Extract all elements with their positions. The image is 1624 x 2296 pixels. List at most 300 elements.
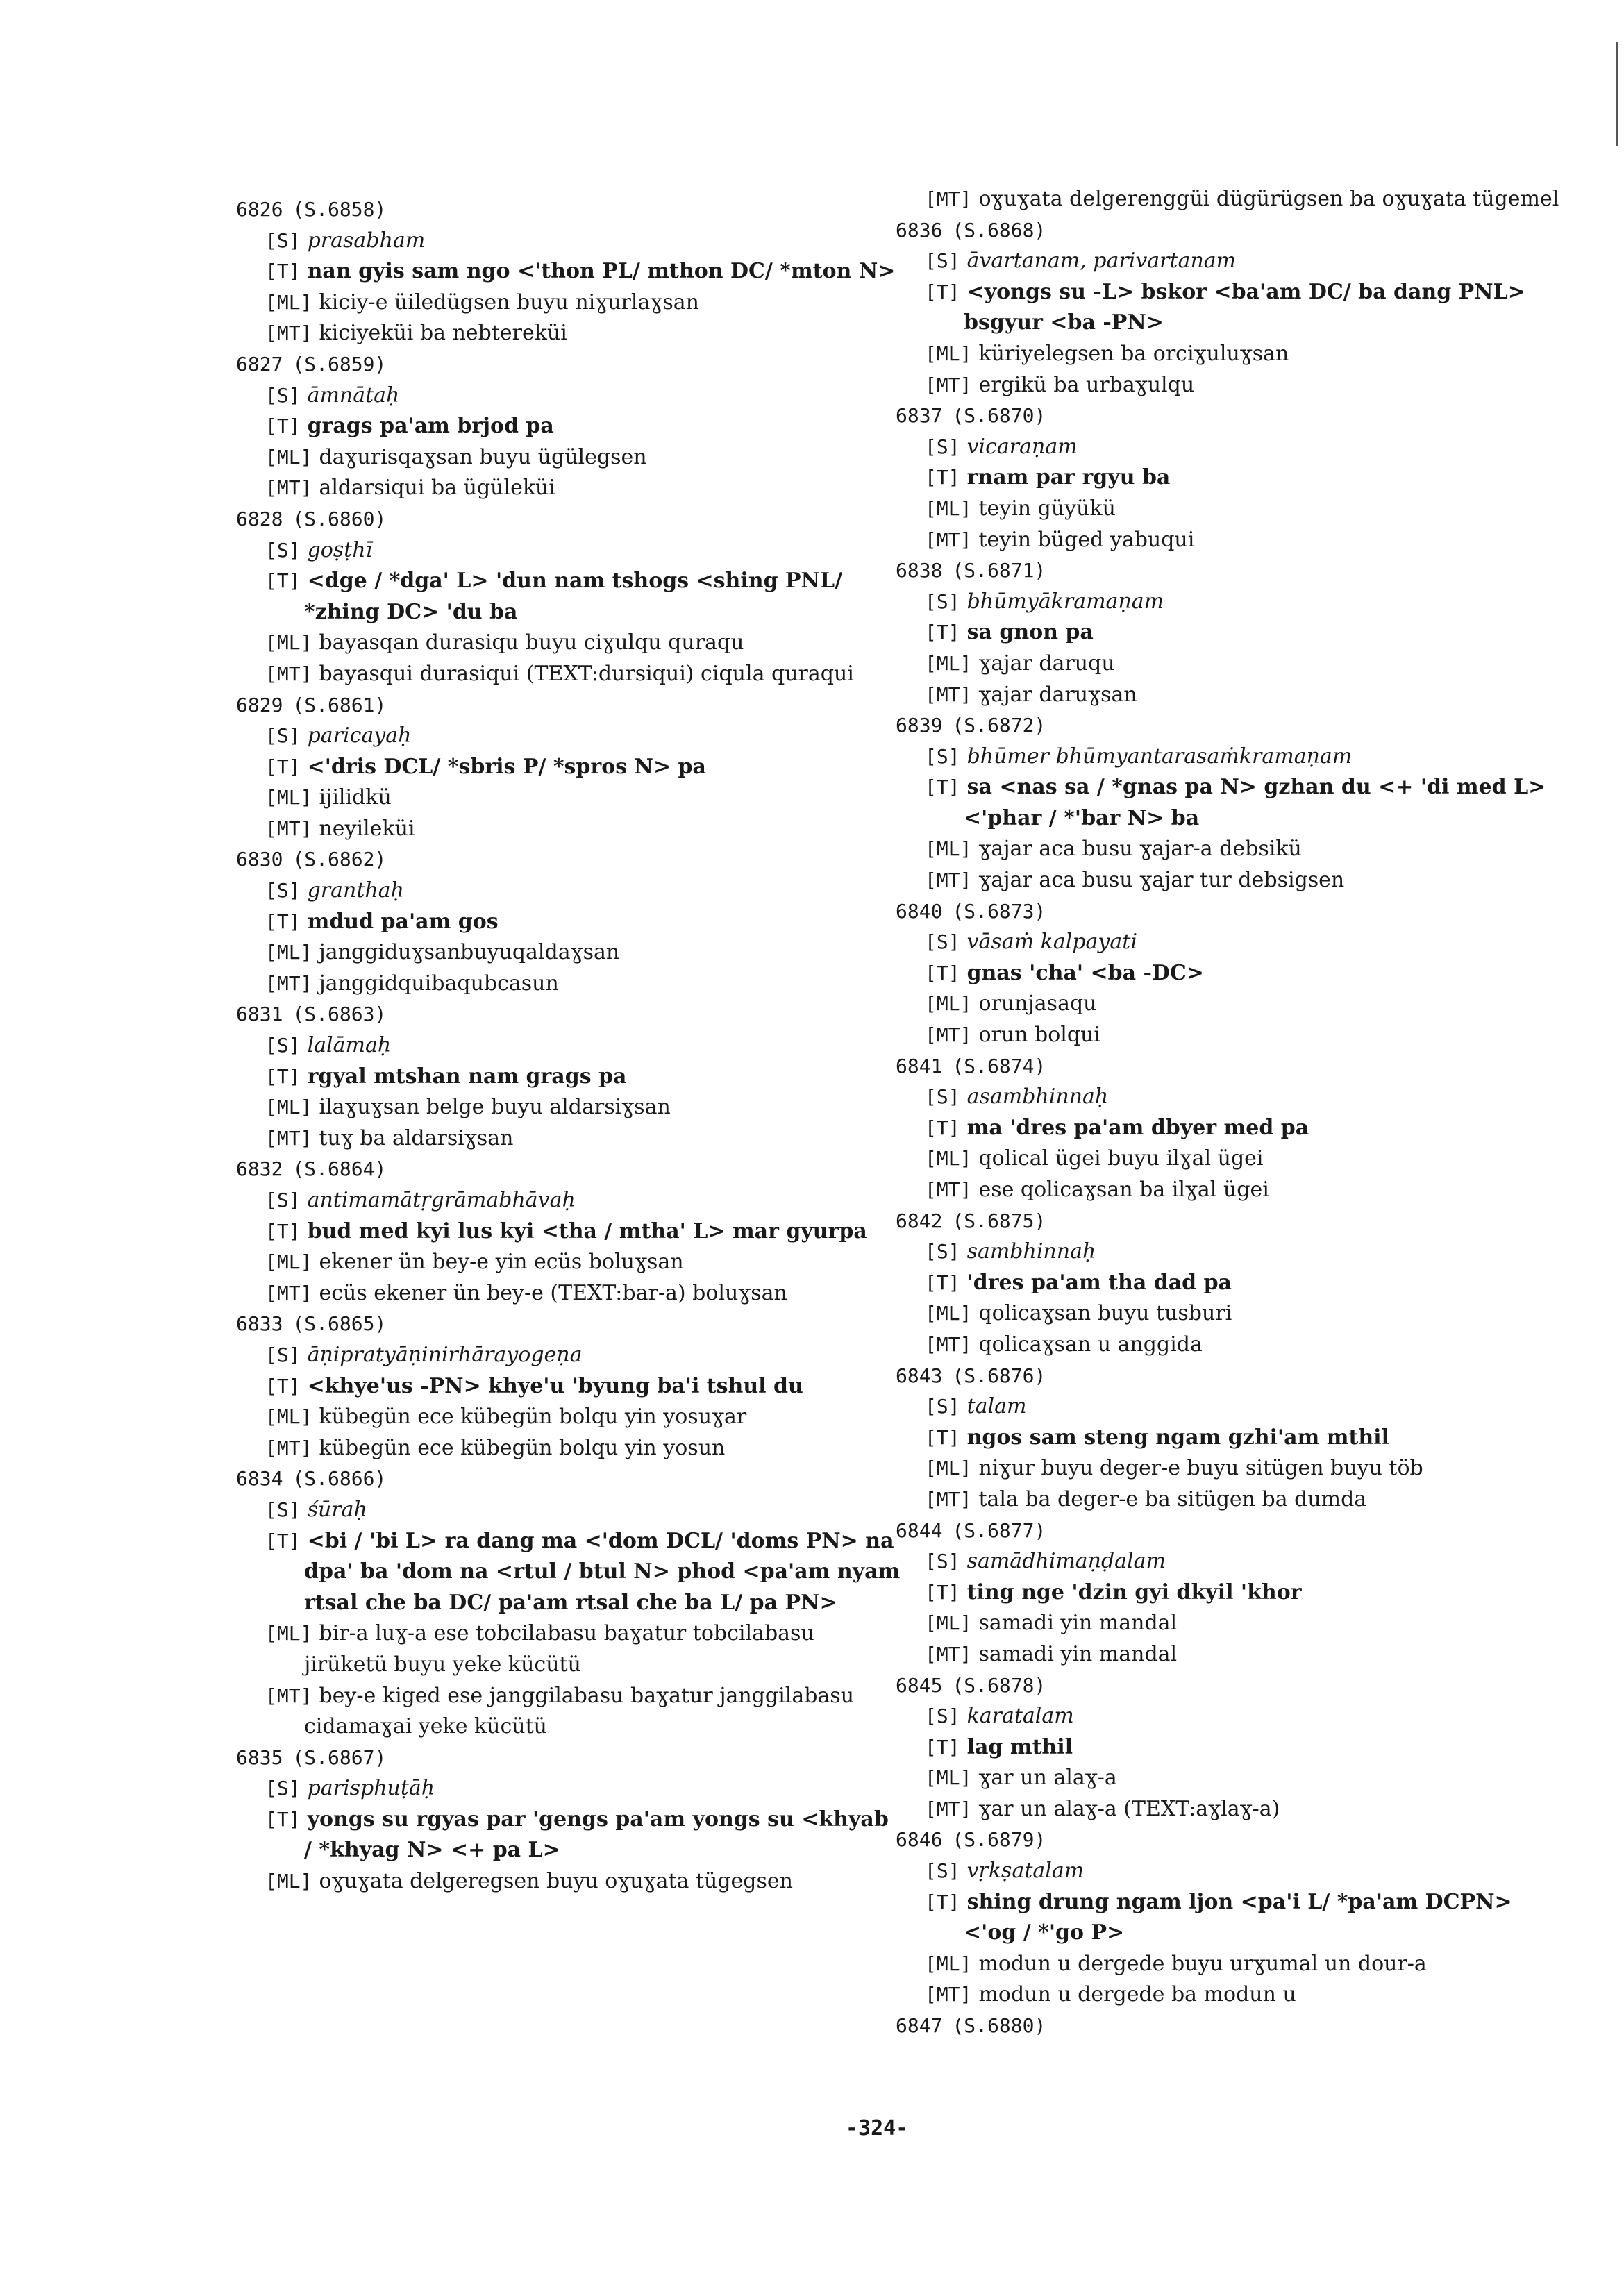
entry-line-s: [896, 741, 1562, 773]
entry-line-t: [236, 411, 903, 442]
entry-line-ml: [896, 648, 1562, 680]
line-tag: [MT]: [925, 373, 972, 396]
line-text: qolicaɣsan buyu tusburi: [978, 1301, 1232, 1326]
entry-reference: (S.6866): [292, 1467, 387, 1491]
line-text: teyin güyükü: [978, 496, 1116, 521]
line-text: teyin büged yabuqui: [978, 527, 1195, 552]
entry-id: 6842: [896, 1209, 943, 1232]
line-tag: [ML]: [925, 1147, 972, 1171]
entry-line-ml: [896, 1453, 1562, 1484]
entry-line-t: [896, 772, 1562, 834]
dictionary-entry: [236, 194, 903, 349]
scan-edge-mark: [1616, 42, 1618, 146]
line-text: oɣuɣata delgerenggüi dügürügsen ba oɣuɣata tügemel: [978, 187, 1559, 211]
entry-line-mt: [896, 865, 1562, 896]
line-tag: [S]: [925, 1550, 960, 1573]
entry-id: 6826: [236, 198, 283, 221]
entry-line-t: [236, 256, 903, 287]
line-tag: [ML]: [265, 1622, 312, 1645]
entry-line-t: [236, 1216, 903, 1248]
line-tag: [S]: [925, 744, 960, 768]
line-tag: [S]: [925, 1240, 960, 1264]
line-tag: [T]: [925, 1890, 960, 1913]
line-tag: [MT]: [925, 187, 972, 210]
entry-line-mt: [236, 1433, 903, 1464]
entry-line-t: [896, 617, 1562, 648]
entry-number-line: [236, 194, 903, 226]
entry-line-t: [236, 566, 903, 628]
line-text: orun bolqui: [978, 1023, 1100, 1048]
entry-line-t: [236, 1804, 903, 1866]
entry-line-t: [896, 1887, 1562, 1949]
entry-line-mt: [236, 318, 903, 349]
line-text: ekener ün bey-e yin ecüs boluɣsan: [319, 1250, 684, 1275]
entry-number-line: [896, 1206, 1562, 1237]
line-text: bayasqan durasiqu buyu ciɣulqu quraqu: [319, 630, 744, 655]
line-text: <'dris DCL/ *sbris P/ *spros N> pa: [307, 754, 706, 779]
entry-number-line: [896, 1051, 1562, 1082]
entry-line-t: [236, 752, 903, 783]
right-column: [896, 184, 1562, 2042]
line-text: ɣajar aca busu ɣajar-a debsikü: [978, 837, 1302, 862]
line-tag: [ML]: [925, 1766, 972, 1790]
entry-line-t: [236, 1371, 903, 1402]
line-text: prasabham: [307, 228, 426, 253]
line-text: antimamātṛgrāmabhāvaḥ: [307, 1188, 576, 1212]
line-tag: [T]: [265, 414, 301, 438]
line-tag: [ML]: [265, 631, 312, 655]
line-text: ɣajar daruqu: [978, 651, 1115, 676]
entry-line-ml: [236, 287, 903, 319]
line-text: lalāmaḥ: [307, 1033, 392, 1058]
line-text: karatalam: [966, 1704, 1074, 1729]
line-text: yongs su rgyas par 'gengs pa'am yongs su <khyab / *khyag N> <+ pa L>: [304, 1807, 889, 1863]
line-text: <dge / *dga' L> 'dun nam tshogs <shing PNL/ *zhing DC> 'du ba: [304, 569, 843, 624]
line-tag: [MT]: [265, 971, 312, 995]
entry-number-line: [236, 1309, 903, 1340]
entry-line-s: [236, 226, 903, 257]
entry-line-s: [236, 1030, 903, 1062]
entry-number-line: [896, 2011, 1562, 2042]
line-tag: [MT]: [265, 1126, 312, 1150]
line-text: grags pa'am brjod pa: [307, 414, 554, 439]
line-tag: [MT]: [925, 528, 972, 551]
entry-id: 6829: [236, 693, 283, 717]
line-text: bhūmyākramaṇam: [966, 589, 1164, 614]
entry-id: 6834: [236, 1467, 283, 1491]
line-tag: [MT]: [265, 1684, 312, 1707]
entry-number-line: [236, 844, 903, 875]
line-tag: [ML]: [265, 786, 312, 810]
line-tag: [ML]: [265, 941, 312, 964]
line-tag: [ML]: [925, 342, 972, 365]
entry-line-s: [896, 1701, 1562, 1732]
line-tag: [T]: [925, 1580, 960, 1604]
line-tag: [S]: [925, 435, 960, 458]
dictionary-entry: [896, 1670, 1562, 1825]
dictionary-entry: [896, 2011, 1562, 2042]
entry-line-ml: [896, 1298, 1562, 1330]
entry-id: 6827: [236, 352, 283, 376]
line-text: mdud pa'am gos: [307, 909, 499, 934]
line-text: ergikü ba urbaɣulqu: [978, 372, 1195, 397]
line-tag: [T]: [925, 1116, 960, 1139]
line-text: tuɣ ba aldarsiɣsan: [319, 1125, 514, 1150]
line-tag: [T]: [925, 1425, 960, 1449]
left-column: [236, 194, 903, 1897]
line-tag: [ML]: [925, 1952, 972, 1975]
entry-reference: (S.6860): [292, 507, 387, 530]
line-text: aldarsiqui ba ügüleküi: [319, 476, 555, 501]
line-text: bir-a luɣ-a ese tobcilabasu baɣatur tobcilabasu jirüketü buyu yeke kücütü: [304, 1621, 814, 1677]
line-tag: [S]: [925, 1859, 960, 1883]
entry-id: 6846: [896, 1828, 943, 1852]
entry-number-line: [236, 504, 903, 535]
entry-number-line: [896, 710, 1562, 741]
line-text: orunjasaqu: [978, 991, 1097, 1016]
entry-line-t: [236, 907, 903, 938]
dictionary-entry: [896, 555, 1562, 710]
entry-line-s: [236, 380, 903, 412]
dictionary-entry: [896, 401, 1562, 555]
dictionary-entry: [896, 1206, 1562, 1361]
entry-id: 6845: [896, 1673, 943, 1697]
entry-line-ml: [236, 1092, 903, 1123]
entry-id: 6837: [896, 404, 943, 428]
entry-line-ml: [236, 628, 903, 659]
entry-number-line: [896, 1670, 1562, 1702]
entry-line-ml: [896, 1949, 1562, 1980]
entry-line-s: [236, 875, 903, 907]
entry-id: 6832: [236, 1157, 283, 1181]
entry-id: 6828: [236, 507, 283, 530]
entry-line-ml: [896, 494, 1562, 525]
line-tag: [ML]: [925, 496, 972, 520]
line-tag: [MT]: [925, 682, 972, 706]
line-text: tala ba deger-e ba sitügen ba dumda: [978, 1486, 1367, 1511]
entry-reference: (S.6862): [292, 848, 387, 871]
line-tag: [ML]: [925, 1457, 972, 1480]
entry-reference: (S.6865): [292, 1312, 387, 1336]
entry-reference: (S.6876): [952, 1364, 1046, 1387]
entry-line-s: [896, 1391, 1562, 1423]
dictionary-entry: [236, 1743, 903, 1897]
entry-id: 6839: [896, 714, 943, 737]
line-text: samadi yin mandal: [978, 1641, 1178, 1666]
entry-reference: (S.6880): [952, 2014, 1046, 2038]
entry-line-s: [236, 1185, 903, 1216]
line-text: ijilidkü: [319, 785, 392, 810]
entry-line-mt: [896, 1484, 1562, 1516]
entry-number-line: [236, 690, 903, 721]
entry-line-mt: [896, 1330, 1562, 1361]
entry-line-mt: [896, 1639, 1562, 1670]
entry-line-mt: [236, 473, 903, 504]
entry-line-mt: [896, 1794, 1562, 1825]
entry-line-s: [896, 1546, 1562, 1577]
dictionary-entry: [236, 690, 903, 845]
dictionary-entry: [236, 999, 903, 1154]
line-text: ngos sam steng ngam gzhi'am mthil: [966, 1425, 1389, 1450]
line-tag: [T]: [925, 1271, 960, 1294]
entry-line-s: [896, 587, 1562, 618]
entry-line-ml: [896, 834, 1562, 865]
entry-reference: (S.6858): [292, 198, 387, 221]
entry-reference: (S.6878): [952, 1673, 1046, 1697]
line-tag: [MT]: [265, 321, 312, 345]
line-tag: [T]: [925, 776, 960, 799]
entry-line-ml: [896, 1143, 1562, 1175]
line-text: granthaḥ: [307, 878, 404, 903]
line-tag: [S]: [925, 930, 960, 954]
entry-line-ml: [896, 1608, 1562, 1639]
line-tag: [T]: [265, 569, 301, 593]
entry-id: 6836: [896, 218, 943, 242]
dictionary-entry: [896, 184, 1562, 215]
line-tag: [T]: [265, 260, 301, 283]
entry-id: 6840: [896, 899, 943, 923]
entry-line-ml: [236, 782, 903, 814]
entry-reference: (S.6871): [952, 559, 1046, 583]
entry-reference: (S.6877): [952, 1518, 1046, 1542]
line-text: śūraḥ: [307, 1497, 367, 1522]
line-tag: [T]: [925, 1735, 960, 1759]
entry-id: 6843: [896, 1364, 943, 1387]
entry-id: 6844: [896, 1518, 943, 1542]
line-text: modun u dergede buyu urɣumal un dour-a: [978, 1951, 1427, 1976]
line-text: shing drung ngam ljon <pa'i L/ *pa'am DCPN> <'og / *'go P>: [964, 1889, 1512, 1945]
line-tag: [S]: [925, 1085, 960, 1109]
entry-line-s: [236, 721, 903, 752]
entry-line-s: [896, 432, 1562, 463]
dictionary-entry: [896, 710, 1562, 896]
line-tag: [MT]: [925, 1642, 972, 1666]
line-tag: [T]: [265, 1374, 301, 1398]
line-text: gnas 'cha' <ba -DC>: [966, 960, 1204, 985]
line-text: bey-e kiged ese janggilabasu baɣatur janggilabasu cidamaɣai yeke kücütü: [304, 1683, 855, 1739]
entry-line-t: [896, 1113, 1562, 1144]
dictionary-entry: [896, 1361, 1562, 1516]
line-text: janggidquibaqubcasun: [319, 971, 559, 996]
line-tag: [T]: [265, 910, 301, 933]
entry-reference: (S.6874): [952, 1054, 1046, 1078]
line-tag: [S]: [265, 1189, 301, 1212]
entry-line-mt: [236, 1123, 903, 1155]
line-text: ecüs ekener ün bey-e (TEXT:bar-a) boluɣsan: [319, 1280, 787, 1305]
line-tag: [S]: [265, 228, 301, 252]
line-text: goṣṭhī: [307, 537, 373, 562]
entry-number-line: [896, 1516, 1562, 1547]
entry-line-mt: [236, 1681, 903, 1743]
line-tag: [MT]: [925, 1983, 972, 2006]
line-text: niɣur buyu deger-e buyu sitügen buyu töb: [978, 1456, 1423, 1481]
line-tag: [T]: [265, 755, 301, 778]
line-tag: [ML]: [925, 992, 972, 1016]
line-tag: [ML]: [925, 837, 972, 861]
entry-line-mt: [896, 680, 1562, 711]
line-tag: [MT]: [925, 1332, 972, 1356]
line-tag: [T]: [925, 280, 960, 303]
line-text: modun u dergede ba modun u: [978, 1982, 1296, 2007]
line-text: ɣar un alaɣ-a (TEXT:aɣlaɣ-a): [978, 1796, 1280, 1821]
line-tag: [S]: [265, 383, 301, 407]
line-text: sa <nas sa / *gnas pa N> gzhan du <+ 'di med L> <'phar / *'bar N> ba: [964, 775, 1546, 830]
entry-line-ml: [236, 1402, 903, 1433]
entry-line-mt: [896, 184, 1562, 215]
line-tag: [MT]: [925, 869, 972, 892]
dictionary-entry: [236, 844, 903, 999]
dictionary-entry: [896, 1825, 1562, 2011]
line-tag: [ML]: [265, 1870, 312, 1893]
entry-reference: (S.6875): [952, 1209, 1046, 1232]
entry-reference: (S.6879): [952, 1828, 1046, 1852]
entry-reference: (S.6859): [292, 352, 387, 376]
entry-line-mt: [896, 525, 1562, 556]
entry-line-t: [896, 1423, 1562, 1454]
line-text: āvartanam, parivartanam: [966, 249, 1237, 274]
line-text: kübegün ece kübegün bolqu yin yosun: [319, 1435, 726, 1460]
line-text: ɣajar aca busu ɣajar tur debsigsen: [978, 868, 1345, 893]
entry-line-ml: [896, 989, 1562, 1020]
line-tag: [S]: [265, 879, 301, 903]
entry-line-t: [896, 958, 1562, 989]
line-tag: [MT]: [265, 662, 312, 685]
line-text: ma 'dres pa'am dbyer med pa: [966, 1115, 1309, 1140]
line-tag: [S]: [265, 538, 301, 562]
entry-line-ml: [236, 1618, 903, 1680]
dictionary-entry: [236, 349, 903, 504]
line-text: rgyal mtshan nam grags pa: [307, 1064, 627, 1089]
entry-reference: (S.6868): [952, 218, 1046, 242]
entry-reference: (S.6867): [292, 1745, 387, 1769]
line-text: <yongs su -L> bskor <ba'am DC/ ba dang PNL> bsgyur <ba -PN>: [964, 279, 1525, 335]
line-text: ɣajar daruɣsan: [978, 682, 1137, 707]
line-text: asambhinnaḥ: [966, 1084, 1109, 1109]
line-tag: [MT]: [925, 1178, 972, 1201]
entry-line-t: [896, 277, 1562, 339]
line-text: sa gnon pa: [966, 620, 1094, 645]
entry-number-line: [896, 1825, 1562, 1856]
line-text: rnam par rgyu ba: [966, 465, 1171, 490]
line-tag: [S]: [265, 1343, 301, 1366]
line-text: kiciy-e üiledügsen buyu niɣurlaɣsan: [319, 290, 699, 315]
entry-number-line: [896, 1361, 1562, 1392]
entry-line-s: [236, 1495, 903, 1526]
entry-number-line: [236, 1743, 903, 1774]
line-tag: [MT]: [265, 1436, 312, 1459]
line-text: samādhimaṇḍalam: [966, 1549, 1166, 1574]
entry-line-t: [896, 1577, 1562, 1609]
entry-line-s: [896, 1082, 1562, 1113]
line-tag: [ML]: [265, 445, 312, 469]
line-text: neyileküi: [319, 816, 415, 841]
entry-line-t: [236, 1062, 903, 1093]
line-text: qolicaɣsan u anggida: [978, 1332, 1203, 1357]
dictionary-entry: [236, 504, 903, 690]
dictionary-entry: [236, 1464, 903, 1742]
line-text: vicaraṇam: [966, 434, 1078, 459]
line-tag: [ML]: [265, 290, 312, 314]
line-text: āṇipratyāṇinirhārayogeṇa: [307, 1342, 583, 1367]
entry-line-s: [896, 1856, 1562, 1887]
page-number: -324-: [846, 2116, 909, 2140]
line-tag: [T]: [265, 1064, 301, 1088]
line-tag: [ML]: [925, 651, 972, 675]
entry-number-line: [236, 999, 903, 1030]
entry-reference: (S.6870): [952, 404, 1046, 428]
line-text: nan gyis sam ngo <'thon PL/ mthon DC/ *mton N>: [307, 259, 896, 284]
entry-line-s: [236, 1340, 903, 1371]
line-tag: [MT]: [925, 1023, 972, 1047]
line-text: paricayaḥ: [307, 723, 412, 748]
entry-id: 6841: [896, 1054, 943, 1078]
entry-line-ml: [896, 1763, 1562, 1794]
line-text: 'dres pa'am tha dad pa: [966, 1270, 1232, 1295]
entry-line-ml: [236, 1247, 903, 1278]
line-tag: [MT]: [265, 1281, 312, 1305]
entry-line-ml: [236, 442, 903, 474]
line-text: bud med kyi lus kyi <tha / mtha' L> mar gyurpa: [307, 1218, 867, 1243]
line-tag: [S]: [925, 1704, 960, 1728]
line-text: ilaɣuɣsan belge buyu aldarsiɣsan: [319, 1095, 671, 1120]
line-text: ting nge 'dzin gyi dkyil 'khor: [966, 1579, 1302, 1604]
line-text: kiciyeküi ba nebtereküi: [319, 321, 567, 346]
entry-id: 6830: [236, 848, 283, 871]
line-text: āmnātaḥ: [307, 383, 400, 408]
line-tag: [MT]: [925, 1487, 972, 1511]
line-tag: [S]: [925, 249, 960, 273]
line-text: kübegün ece kübegün bolqu yin yosuɣar: [319, 1405, 747, 1430]
entry-reference: (S.6872): [952, 714, 1046, 737]
line-tag: [T]: [925, 621, 960, 644]
entry-line-t: [896, 1732, 1562, 1763]
line-tag: [T]: [265, 1807, 301, 1831]
entry-line-s: [236, 535, 903, 567]
entry-number-line: [236, 1154, 903, 1185]
line-tag: [ML]: [265, 1096, 312, 1119]
line-tag: [S]: [925, 589, 960, 613]
entry-line-mt: [236, 814, 903, 845]
line-tag: [T]: [265, 1529, 301, 1552]
entry-line-mt: [236, 659, 903, 690]
line-text: janggiduɣsanbuyuqaldaɣsan: [319, 940, 620, 965]
line-text: sambhinnaḥ: [966, 1239, 1096, 1264]
line-text: bayasqui durasiqui (TEXT:dursiqui) ciqula quraqui: [319, 661, 854, 686]
entry-id: 6831: [236, 1003, 283, 1026]
entry-line-ml: [236, 1866, 903, 1897]
line-text: vṛkṣatalam: [966, 1859, 1085, 1884]
line-text: bhūmer bhūmyantarasaṁkramaṇam: [966, 744, 1353, 769]
line-tag: [ML]: [265, 1405, 312, 1429]
entry-number-line: [236, 1464, 903, 1495]
entry-line-ml: [236, 937, 903, 969]
entry-number-line: [896, 555, 1562, 587]
line-tag: [T]: [925, 466, 960, 489]
line-text: samadi yin mandal: [978, 1611, 1178, 1636]
entry-reference: (S.6863): [292, 1003, 387, 1026]
line-tag: [S]: [265, 1498, 301, 1521]
line-tag: [S]: [265, 1034, 301, 1057]
entry-line-mt: [896, 370, 1562, 401]
entry-number-line: [896, 896, 1562, 928]
line-text: oɣuɣata delgeregsen buyu oɣuɣata tügegsen: [319, 1869, 793, 1894]
dictionary-entry: [896, 215, 1562, 401]
line-text: lag mthil: [966, 1734, 1073, 1759]
entry-line-s: [896, 246, 1562, 277]
line-tag: [S]: [265, 1777, 301, 1800]
dictionary-entry: [236, 1154, 903, 1309]
entry-reference: (S.6864): [292, 1157, 387, 1181]
